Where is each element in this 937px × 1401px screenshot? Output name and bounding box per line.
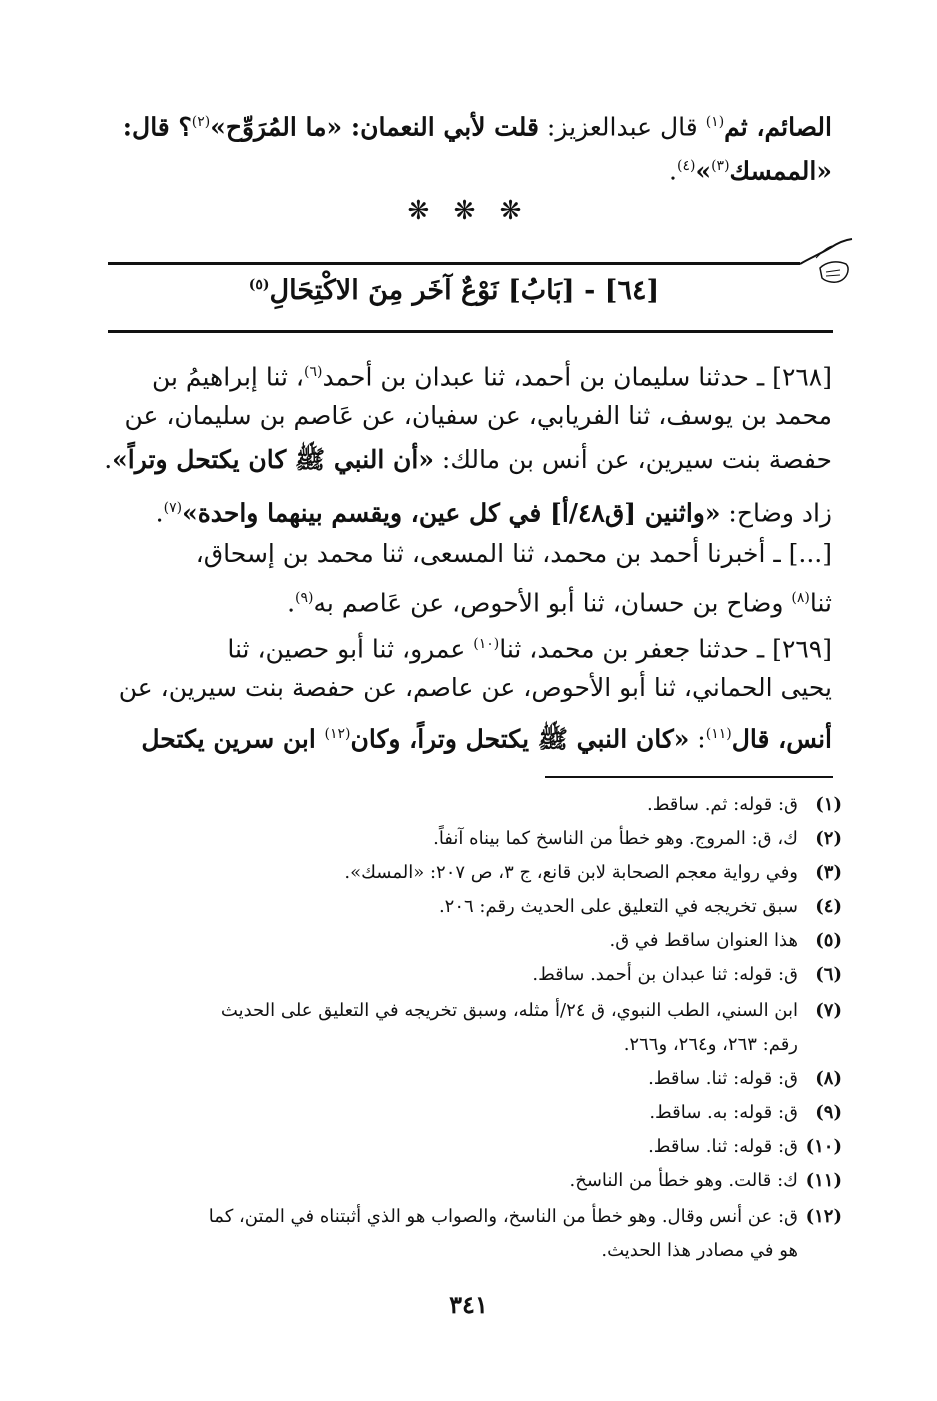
footnote-continuation (102, 1028, 798, 1062)
footnote-ref: (٨) (791, 590, 810, 606)
footnote-text: ق: قوله: به. ساقط. (649, 1102, 798, 1123)
footnote (102, 924, 842, 958)
footnote-text: ك: قالت. وهو خطأ من الناسخ. (569, 1170, 798, 1191)
top-text-e: » (695, 156, 712, 186)
footnote-number: (٥) (815, 930, 842, 951)
footnote-text: ابن السني، الطب النبوي، ق ٢٤/أ مثله، وسبق تخريجه في التعليق على الحديث (220, 1000, 798, 1021)
top-line-2 (102, 144, 832, 193)
top-line-1 (102, 100, 832, 149)
body-line (102, 666, 832, 710)
section-separator: ❋ ❋ ❋ (407, 196, 530, 226)
body-text: حفصة بنت سيرين، عن أنس بن مالك: (433, 445, 832, 474)
body-line (102, 394, 832, 438)
hadith-quote: «واثنين [ق٤٨/أ] في كل عين، ويقسم بينهما واحدة» (182, 498, 721, 528)
footnote-number: (١٢) (805, 1206, 842, 1227)
footnote-ref: (٢) (191, 114, 211, 130)
footnote (102, 788, 842, 822)
footnote-number: (٧) (815, 1000, 842, 1021)
body-text: [٢٦٨] ـ حدثنا سليمان بن أحمد، ثنا عبدان بن أحمد (322, 362, 832, 392)
footnote-ref: (١٠) (473, 636, 500, 652)
footnote (102, 1130, 842, 1164)
footnote-number: (٤) (815, 896, 842, 917)
footnote-number: (٨) (815, 1068, 842, 1089)
body-text: محمد بن يوسف، ثنا الفريابي، عن سفيان، عن عَاصم بن سليمان، عن (124, 401, 832, 430)
footnote-text: هذا العنوان ساقط في ق. (609, 930, 798, 951)
body-line (102, 532, 832, 576)
body-text: ، ثنا إبراهيمُ بن (151, 362, 304, 392)
footnote (102, 890, 842, 924)
quill-hand-icon (796, 238, 856, 288)
body-line (102, 438, 832, 482)
footnote (102, 822, 842, 856)
footnote-number: (١٠) (805, 1136, 842, 1157)
body-text: يحيى الحماني، ثنا أبو الأحوص، عن عاصم، عن حفصة بنت سيرين، عن (118, 673, 832, 702)
footnote-text: سبق تخريجه في التعليق على الحديث رقم: ٢٠٦. (438, 896, 798, 917)
body-line (102, 350, 832, 399)
footnote (102, 1164, 842, 1198)
footnote-ref: (٣) (711, 158, 730, 174)
body-text: . (104, 445, 113, 474)
body-line (102, 576, 832, 625)
body-text: وضاح بن حسان، ثنا أبو الأحوص، عن عَاصم به (313, 588, 792, 618)
footnote (102, 1096, 842, 1130)
chapter-title: [٦٤] - [بَابُ] نَوْعٌ آخَر مِنَ الاكْتِحَالِ (269, 275, 660, 306)
footnote-number: (٩) (815, 1102, 842, 1123)
footnote-ref: (٧) (163, 500, 183, 516)
body-text: أنس، قال (731, 724, 832, 754)
footnote-text: ق: قوله: ثنا عبدان بن أحمد. ساقط. (532, 964, 798, 985)
footnote-text: ق: قوله: ثم. ساقط. (647, 794, 798, 815)
footnote (102, 994, 842, 1028)
footnote-ref: (١) (705, 114, 725, 130)
footnote-text: ك، ق: المروج. وهو خطأ من الناسخ كما بيناه آنفاً. (433, 828, 798, 849)
top-text-bold: قلت لأبي النعمان: «ما المُرَوِّح» (210, 112, 539, 142)
heading-bottom-rule (108, 330, 833, 333)
footnote (102, 958, 842, 992)
body-text: [٢٦٩] ـ حدثنا جعفر بن محمد، ثنا (499, 634, 832, 664)
footnote-ref: (١١) (705, 726, 732, 742)
chapter-heading (108, 275, 800, 306)
body-text: ثنا (809, 588, 832, 618)
footnote-ref: (٤) (676, 158, 696, 174)
hadith-quote: «أن النبي ﷺ كان يكتحل وتراً» (112, 445, 434, 474)
body-line (102, 622, 832, 671)
footnote-rule (545, 776, 833, 778)
page-number: ٣٤١ (449, 1290, 488, 1319)
body-text: زاد وضاح: (720, 498, 832, 528)
top-text-d: «الممسك (729, 156, 832, 186)
hadith-quote: «كان النبي ﷺ يكتحل وتراً، وكان (350, 724, 690, 754)
hadith-quote: ابن سرين يكتحل (141, 724, 325, 754)
body-text: [...] ـ أخبرنا أحمد بن محمد، ثنا المسعى، ثنا محمد بن إسحاق، (195, 539, 832, 568)
body-text: . (287, 588, 296, 618)
footnote-number: (٦) (815, 964, 842, 985)
footnote-number: (١١) (805, 1170, 842, 1191)
footnote (102, 1200, 842, 1234)
body-text: : (689, 724, 706, 754)
footnote-continuation (102, 1234, 798, 1268)
footnote-number: (١) (815, 794, 842, 815)
top-text-a: الصائم، ثم (724, 112, 832, 142)
footnote-ref: (٥) (248, 277, 270, 293)
footnote-number: (٢) (815, 828, 842, 849)
body-line (102, 486, 832, 535)
body-line (102, 712, 832, 761)
footnote-number: (٣) (815, 862, 842, 883)
footnote-text: رقم: ٢٦٣، و٢٦٤، و٢٦٦. (623, 1034, 798, 1055)
footnote (102, 856, 842, 890)
footnote (102, 1062, 842, 1096)
footnote-text: هو في مصادر هذا الحديث. (601, 1240, 798, 1261)
top-text-b: قال عبدالعزيز: (538, 112, 706, 142)
heading-top-rule (108, 262, 800, 265)
footnote-text: ق: عن أنس وقال. وهو خطأ من الناسخ، والصواب هو الذي أثبتناه في المتن، كما (208, 1206, 798, 1227)
footnote-ref: (٩) (295, 590, 314, 606)
body-text: عمرو، ثنا أبو حصين، ثنا (227, 634, 474, 664)
body-text: . (155, 498, 164, 528)
footnote-text: ق: قوله: ثنا. ساقط. (648, 1068, 798, 1089)
footnote-ref: (١٢) (324, 726, 351, 742)
footnote-text: وفي رواية معجم الصحابة لابن قانع، ج ٣، ص ٢٠٧: «المسك». (344, 862, 798, 883)
top-text-f: . (669, 156, 677, 186)
top-text-c: ؟ قال: (122, 112, 192, 142)
footnote-text: ق: قوله: ثنا. ساقط. (648, 1136, 798, 1157)
footnote-ref: (٦) (303, 364, 323, 380)
